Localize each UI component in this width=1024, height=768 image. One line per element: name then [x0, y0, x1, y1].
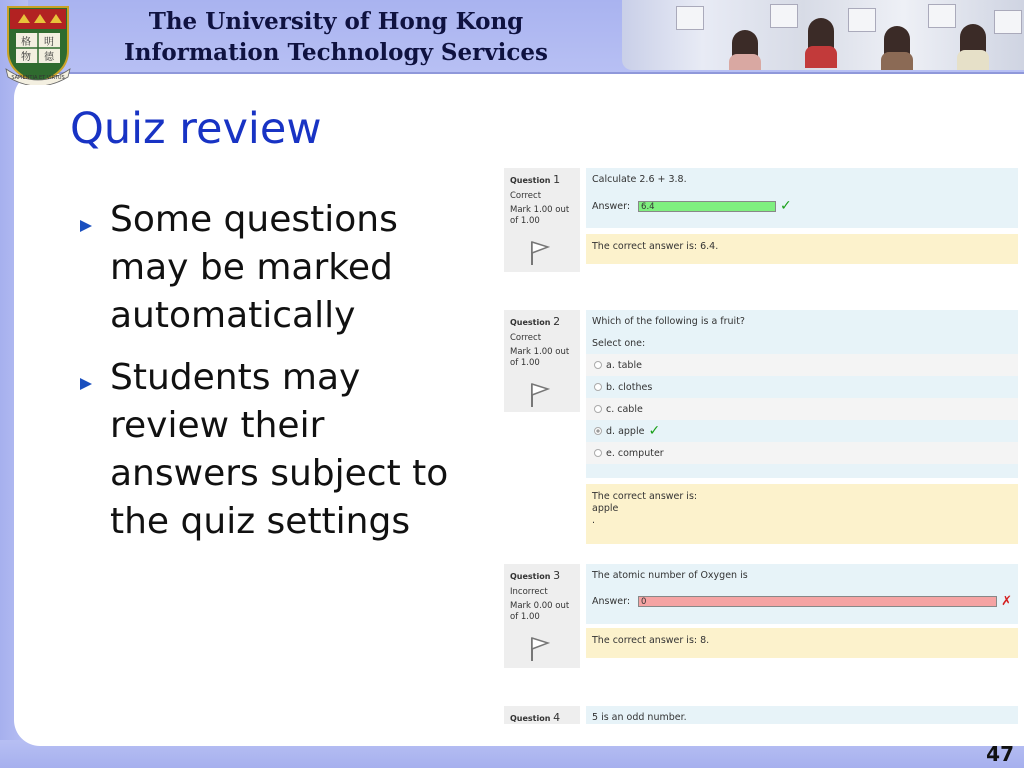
radio-icon[interactable] — [594, 383, 602, 391]
question-state: Incorrect — [510, 587, 548, 597]
bullet-text: Students may review their answers subject to the quiz settings — [110, 357, 449, 542]
option-a[interactable] — [586, 354, 1018, 376]
question-3 — [504, 564, 1018, 668]
option-label: b. clothes — [606, 381, 653, 393]
question-state: Correct — [510, 333, 542, 343]
answer-label: Answer: — [592, 200, 631, 212]
question-label: Question — [510, 572, 551, 581]
radio-icon[interactable] — [594, 449, 602, 457]
checkmark-icon: ✓ — [780, 198, 792, 214]
correct-answer-feedback: The correct answer is: 6.4. — [586, 234, 1018, 264]
option-label: c. cable — [606, 403, 643, 415]
answer-field: 0 — [638, 596, 997, 607]
question-1 — [504, 168, 1018, 272]
crest-char-2: 明 — [44, 37, 54, 48]
question-number: 4 — [553, 711, 561, 724]
flag-icon[interactable] — [526, 380, 550, 408]
question-number: 1 — [553, 173, 561, 186]
question-mark: Mark 1.00 out of 1.00 — [510, 347, 570, 368]
question-state: Correct — [510, 191, 542, 201]
header-title-line1: The University of Hong Kong — [148, 8, 524, 35]
hku-crest-icon — [4, 3, 72, 85]
bullet-arrow-icon — [78, 376, 94, 392]
question-2 — [504, 310, 1018, 554]
header-title — [96, 6, 576, 68]
question-mark: Mark 1.00 out of 1.00 — [510, 205, 570, 226]
quiz-review-screenshot — [504, 168, 1018, 724]
bullet-arrow-icon — [78, 218, 94, 234]
answer-field: 6.4 — [638, 201, 776, 212]
crest-motto: SAPIENTIA ET VIRTUS — [11, 75, 65, 81]
flag-icon[interactable] — [526, 634, 550, 662]
answer-row — [592, 594, 1012, 609]
question-number: 3 — [553, 569, 561, 582]
correct-answer-feedback — [586, 484, 1018, 544]
option-label: a. table — [606, 359, 642, 371]
correct-answer-value: apple — [592, 503, 619, 514]
question-4 — [504, 706, 1018, 724]
bullet-item — [72, 196, 452, 340]
computer-lab-photo — [622, 0, 1024, 70]
question-text: Which of the following is a fruit? — [586, 310, 1018, 338]
radio-icon[interactable] — [594, 405, 602, 413]
crest-char-4: 德 — [44, 52, 54, 63]
question-text: The atomic number of Oxygen is — [592, 570, 748, 581]
slide-title: Quiz review — [70, 104, 322, 154]
bullet-list — [72, 196, 452, 560]
option-d[interactable] — [586, 420, 1018, 442]
answer-label: Answer: — [592, 596, 631, 607]
option-c[interactable] — [586, 398, 1018, 420]
question-number: 2 — [553, 315, 561, 328]
question-label: Question — [510, 714, 551, 723]
option-label: e. computer — [606, 447, 664, 459]
question-text: Calculate 2.6 + 3.8. — [592, 174, 687, 185]
question-info — [504, 706, 580, 724]
radio-icon[interactable] — [594, 361, 602, 369]
checkmark-icon: ✓ — [648, 423, 661, 439]
question-text: 5 is an odd number. — [586, 706, 1018, 724]
bullet-text: Some questions may be marked automatically — [110, 199, 398, 336]
crest-char-3: 物 — [21, 52, 31, 63]
correct-answer-title: The correct answer is: — [592, 491, 698, 502]
correct-answer-tail: . — [592, 515, 596, 526]
question-label: Question — [510, 318, 551, 327]
header-title-line2: Information Technology Services — [124, 39, 548, 66]
question-label: Question — [510, 176, 551, 185]
cross-icon: ✗ — [1001, 594, 1012, 609]
option-e[interactable] — [586, 442, 1018, 464]
option-label: d. apple — [606, 425, 645, 437]
flag-icon[interactable] — [526, 238, 550, 266]
option-b[interactable] — [586, 376, 1018, 398]
page-number: 47 — [986, 742, 1014, 766]
question-mark: Mark 0.00 out of 1.00 — [510, 601, 570, 622]
correct-answer-feedback: The correct answer is: 8. — [586, 628, 1018, 658]
bullet-item — [72, 354, 452, 546]
select-label: Select one: — [586, 338, 1018, 354]
answer-row — [592, 198, 1012, 214]
radio-icon[interactable] — [594, 427, 602, 435]
question-text-area — [586, 564, 1018, 624]
crest-char-1: 格 — [21, 37, 31, 48]
question-text-area — [586, 310, 1018, 478]
question-text-area — [586, 168, 1018, 228]
